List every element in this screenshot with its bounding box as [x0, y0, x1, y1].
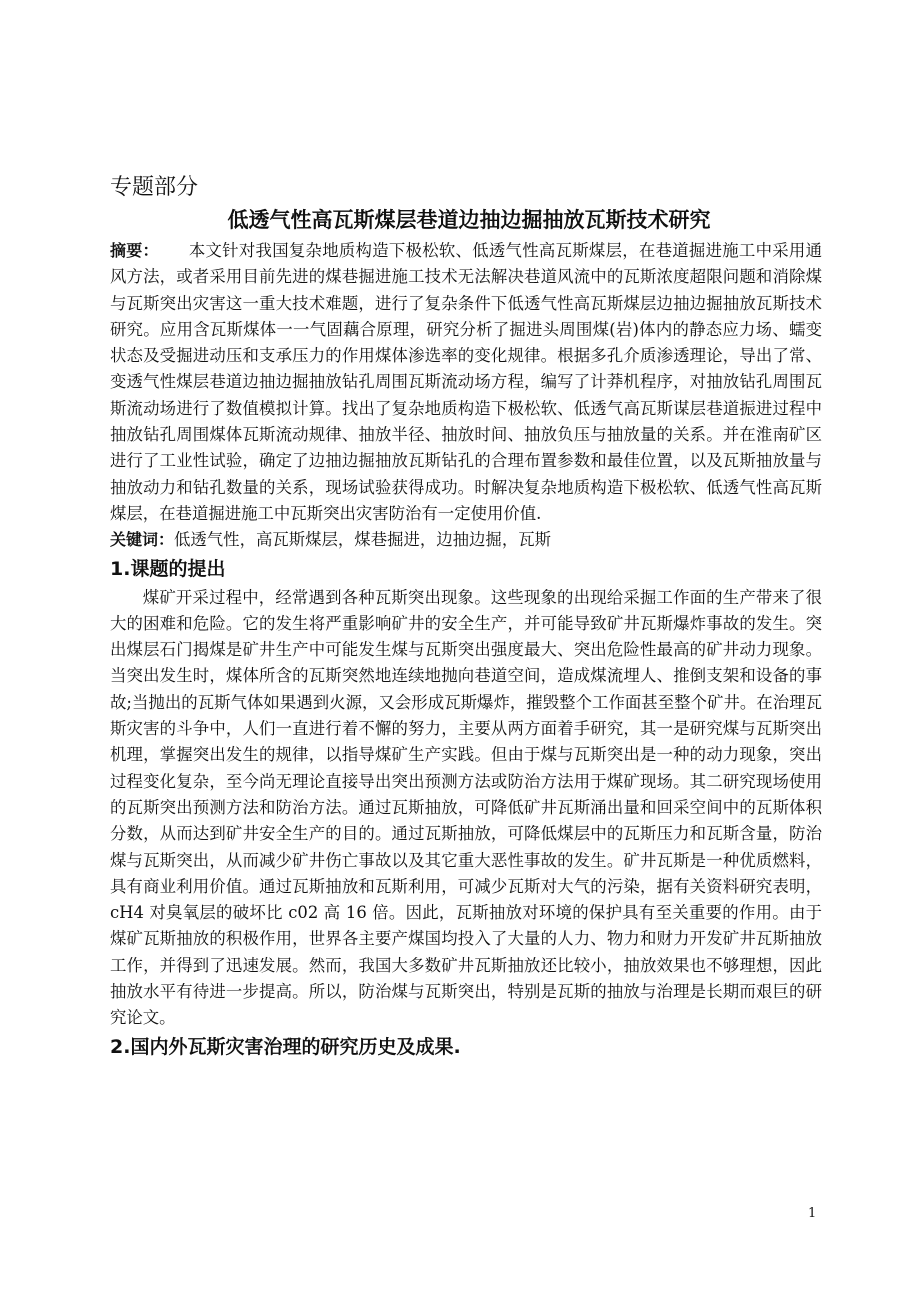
page-number: 1 — [808, 1206, 817, 1221]
section-label: 专题部分 — [110, 175, 199, 200]
abstract-label: 摘要： — [110, 241, 159, 260]
section-1-heading: 1.课题的提出 — [110, 557, 226, 580]
document-body — [110, 172, 822, 1063]
keywords-paragraph — [110, 527, 822, 553]
document-title: 低透气性高瓦斯煤层巷道边抽边掘抽放瓦斯技术研究 — [227, 208, 711, 232]
section-1-text: 煤矿开采过程中，经常遇到各种瓦斯突出现象。这些现象的出现给采掘工作面的生产带来了很大的困难和危险。它的发生将严重影响矿井的安全生产，并可能导致矿井瓦斯爆炸事故的发生。突出煤层石门揭煤是矿井生产中可能发生煤与瓦斯突出强度最大、突出危险性最高的矿井动力现象。当突出发生时，煤体所含的瓦斯突然地连续地抛向巷道空间，造成煤流埋人、推倒支架和设备的事故;当抛出的瓦斯气体如果遇到火源，又会形成瓦斯爆炸，摧毁整个工作面甚至整个矿井。在治理瓦斯灾害的斗争中，人们一直进行着不懈的努力，主要从两方面着手研究，其一是研究煤与瓦斯突出机理，掌握突出发生的规律，以指导煤矿生产实践。但由于煤与瓦斯突出是一种的动力现象，突出过程变化复杂，至今尚无理论直接导出突出预测方法或防治方法用于煤矿现场。其二研究现场使用的瓦斯突出预测方法和防治方法。通过瓦斯抽放，可降低矿井瓦斯涌出量和回采空间中的瓦斯体积分数，从而达到矿井安全生产的目的。通过瓦斯抽放，可降低煤层中的瓦斯压力和瓦斯含量，防治煤与瓦斯突出，从而减少矿井伤亡事故以及其它重大恶性事故的发生。矿井瓦斯是一种优质燃料，具有商业利用价值。通过瓦斯抽放和瓦斯利用，可减少瓦斯对大气的污染，据有关资料研究表明，cH4 对臭氧层的破坏比 c02 高 16 倍。因此，瓦斯抽放对环境的保护具有至关重要的作用。由于煤矿瓦斯抽放的积极作用，世界各主要产煤国均投入了大量的人力、物力和财力开发矿井瓦斯抽放工作，并得到了迅速发展。然而，我国大多数矿井瓦斯抽放还比较小，抽放效果也不够理想，因此抽放水平有待进一步提高。所以，防治煤与瓦斯突出，特别是瓦斯的抽放与治理是长期而艰巨的研究论文。 — [110, 587, 822, 1028]
keywords-label: 关键词： — [110, 530, 175, 550]
abstract-text: 本文针对我国复杂地质构造下极松软、低透气性高瓦斯煤层，在巷道掘进施工中采用通风方法，或者采用目前先进的煤巷掘进施工技术无法解决巷道风流中的瓦斯浓度超限问题和消除煤与瓦斯突出灾害这一重大技术难题，进行了复杂条件下低透气性高瓦斯煤层边抽边掘抽放瓦斯技术研究。应用含瓦斯煤体一一气固藕合原理，研究分析了掘进头周围煤(岩)体内的静态应力场、蠕变状态及受掘进动压和支承压力的作用煤体渗选率的变化规律。根据多孔介质渗透理论，导出了常、变透气性煤层巷道边抽边掘抽放钻孔周围瓦斯流动场方程，编写了计莽机程序，对抽放钻孔周围瓦斯流动场进行了数值模拟计算。找出了复杂地质构造下极松软、低透气高瓦斯谋层巷道振进过程中抽放钻孔周围煤体瓦斯流动规律、抽放半径、抽放时间、抽放负压与抽放量的关系。并在淮南矿区进行了工业性试验，确定了边抽边掘抽放瓦斯钻孔的合理布置参数和最佳位置，以及瓦斯抽放量与抽放动力和钻孔数量的关系，现场试验获得成功。时解决复杂地质构造下极松软、低透气性高瓦斯煤层，在巷道掘进施工中瓦斯突出灾害防治有一定使用价值. — [110, 241, 822, 523]
section-2-heading: 2.国内外瓦斯灾害治理的研究历史及成果. — [110, 1035, 461, 1058]
abstract-paragraph — [110, 238, 822, 527]
keywords-text: 低透气性，高瓦斯煤层，煤巷掘进，边抽边掘，瓦斯 — [174, 530, 551, 550]
